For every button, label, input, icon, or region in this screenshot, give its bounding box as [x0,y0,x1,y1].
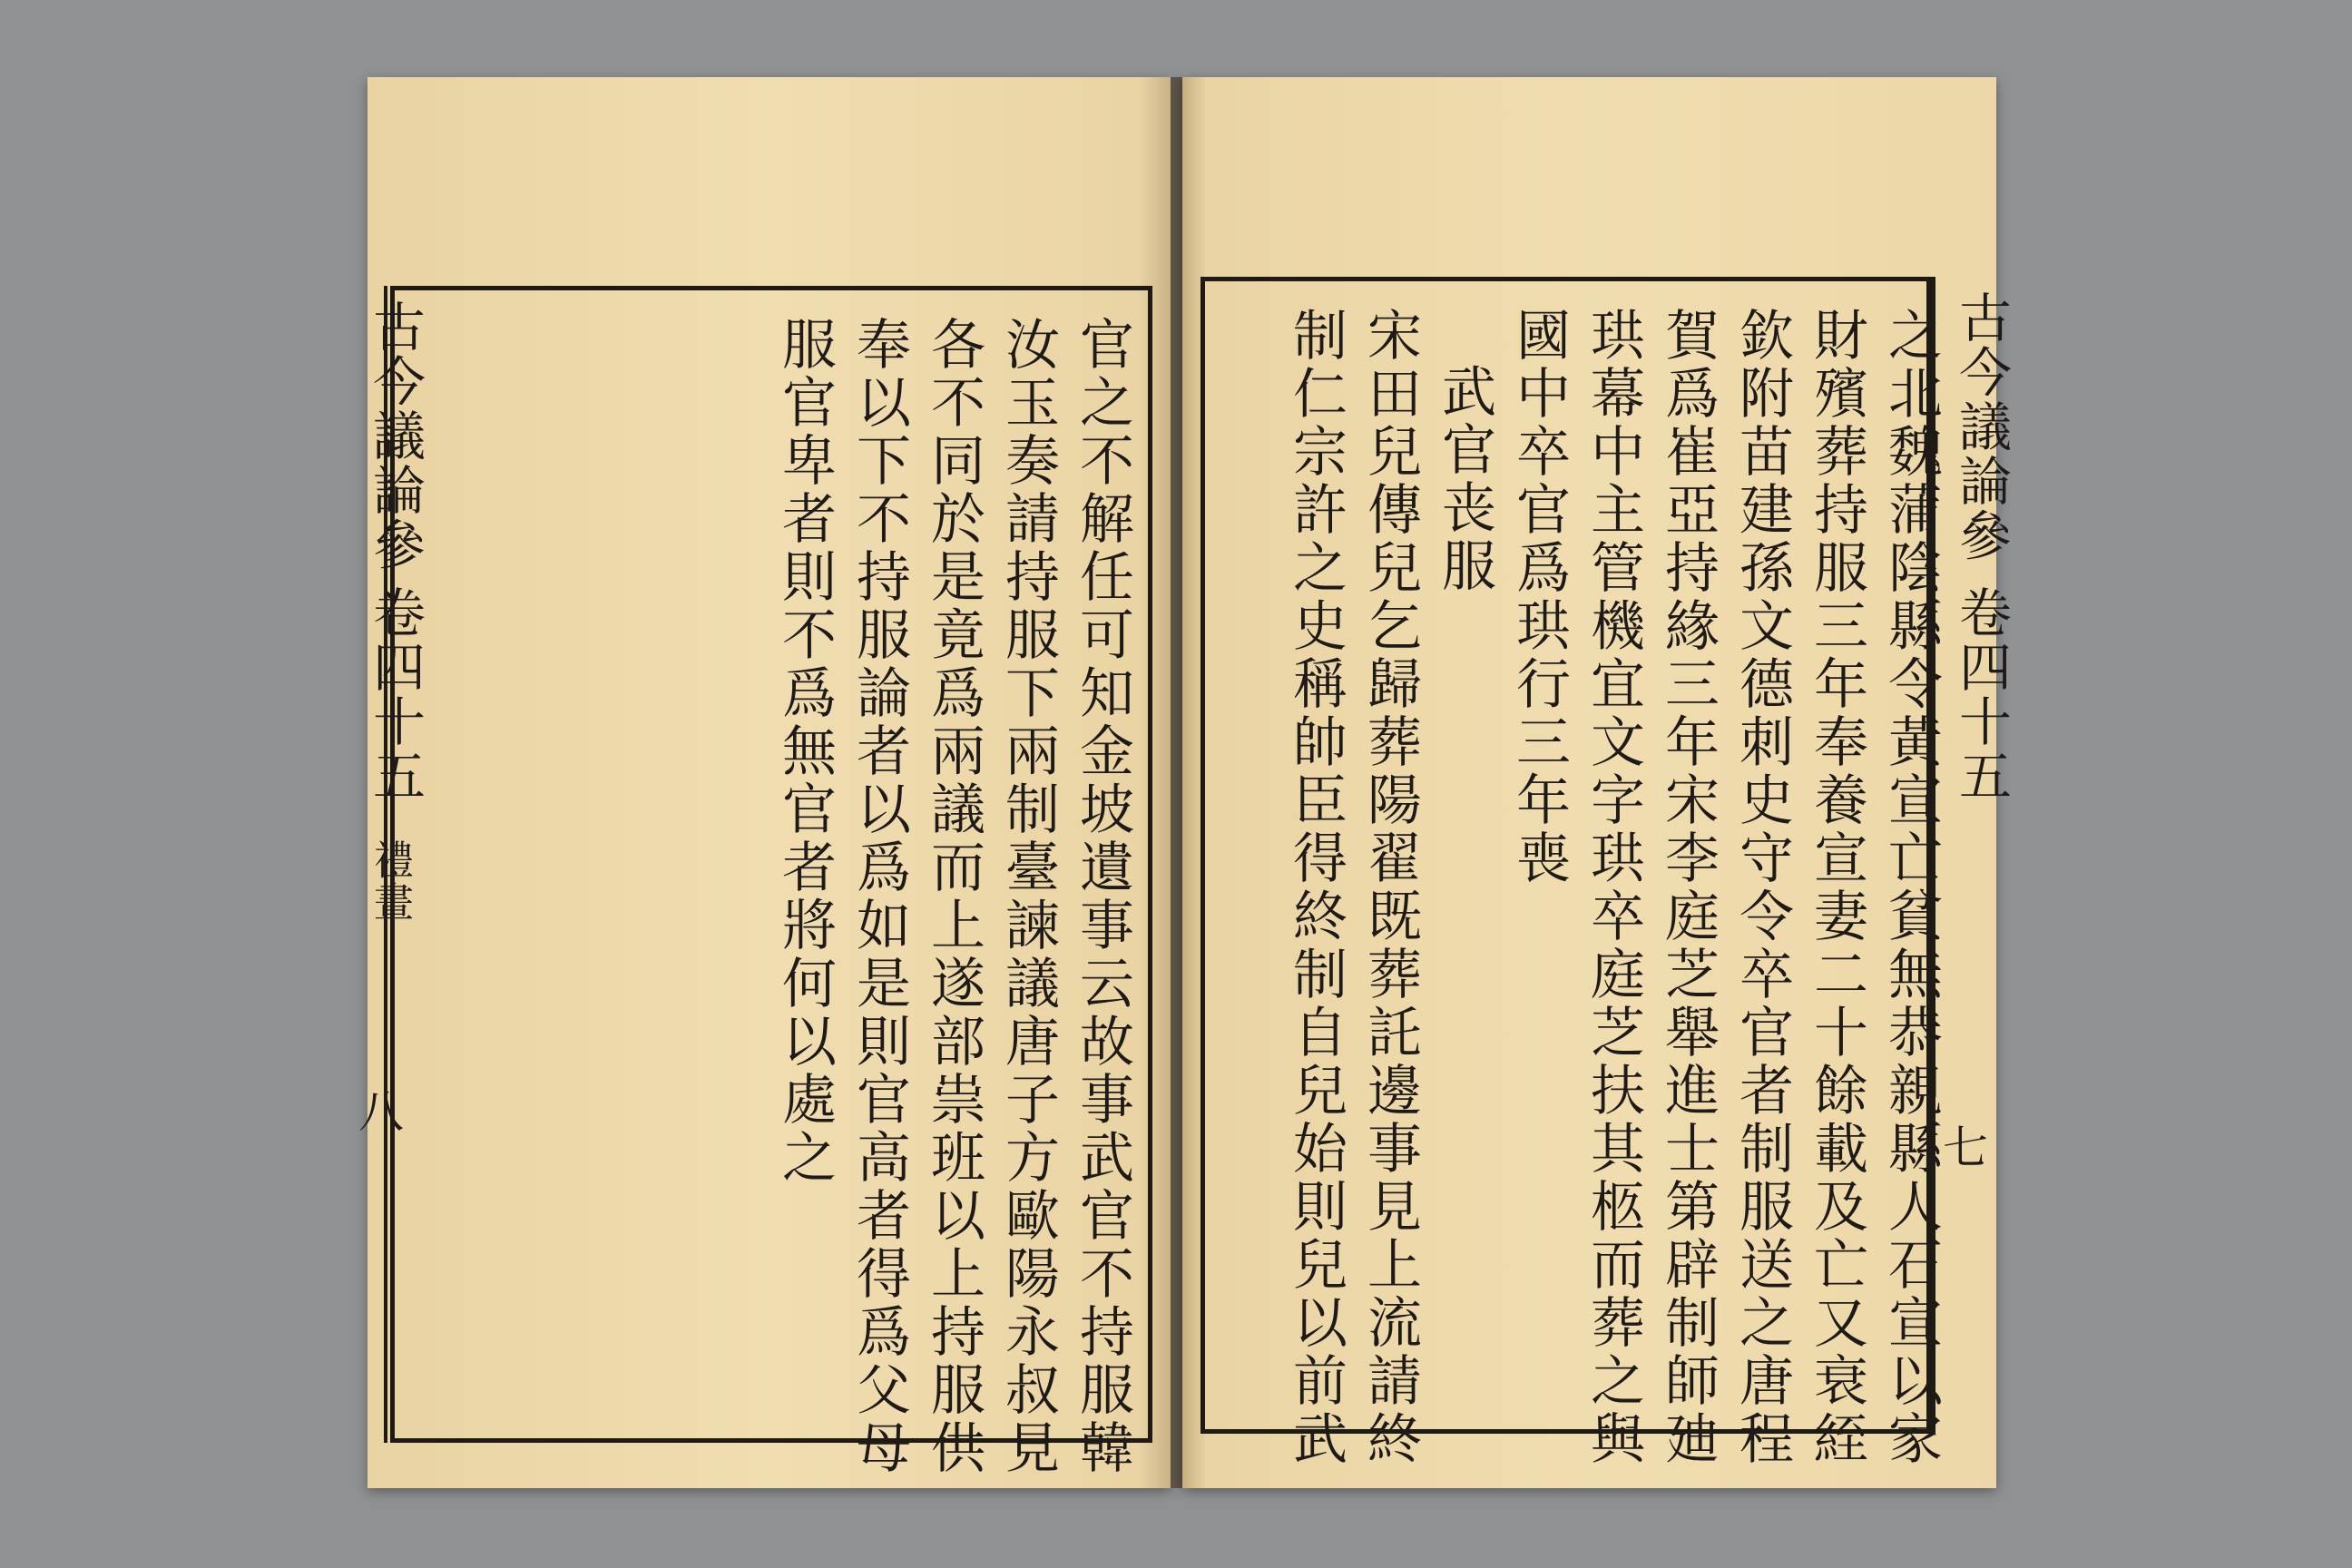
text-column: 制仁宗許之史稱帥臣得終制自兒始則兒以前武 [1284,307,1348,1468]
open-book [358,77,2012,1488]
text-column: 服官卑者則不爲無官者將何以處之 [773,316,837,1187]
margin-section: 禮晝 [367,839,413,923]
right-page [1182,77,2012,1488]
text-column: 宋田兒傳兒乞歸葬陽翟既葬託邊事見上流請終 [1358,307,1422,1468]
margin-volume: 卷四十五 [364,585,426,803]
margin-title: 古今議論參 [1950,290,2012,563]
text-column: 國中卒官爲珙行三年喪 [1507,307,1571,887]
text-column: 汝玉奏請持服下兩制臺諫議唐子方歐陽永叔見 [996,316,1060,1477]
text-column: 奉以下不持服論者以爲如是則官高者得爲父母 [848,316,911,1477]
text-column: 珙幕中主管機宜文字珙卒庭芝扶其柩而葬之與 [1582,307,1645,1468]
margin-title: 古今議論參 [364,299,426,572]
text-column: 各不同於是竟爲兩議而上遂部祟班以上持服供 [922,316,985,1477]
book-gutter [1171,77,1182,1488]
text-column: 欽附苗建孫文德刺史守令卒官者制服送之唐程 [1730,307,1794,1468]
text-column: 之北魏蒲陰縣令黃宣亡貧無恭親縣人石宣以家 [1879,307,1943,1468]
left-page [358,77,1171,1488]
text-column: 賀爲崔亞持緣三年宋李庭芝舉進士第辟制師廸 [1656,307,1720,1468]
section-heading: 武官丧服 [1433,363,1496,595]
folio-number: 八 [358,1085,404,1138]
folio-number: 七 [1943,1122,1988,1174]
text-column: 財殯葬持服三年奉養宣妻二十餘載及亡又衰絰 [1805,307,1868,1468]
right-text-block [1200,277,1943,1468]
margin-volume: 卷四十五 [1950,585,2012,803]
left-text-frame [390,286,1152,1477]
text-column: 官之不解任可知金坡遺事云故事武官不持服韓 [1071,316,1134,1477]
